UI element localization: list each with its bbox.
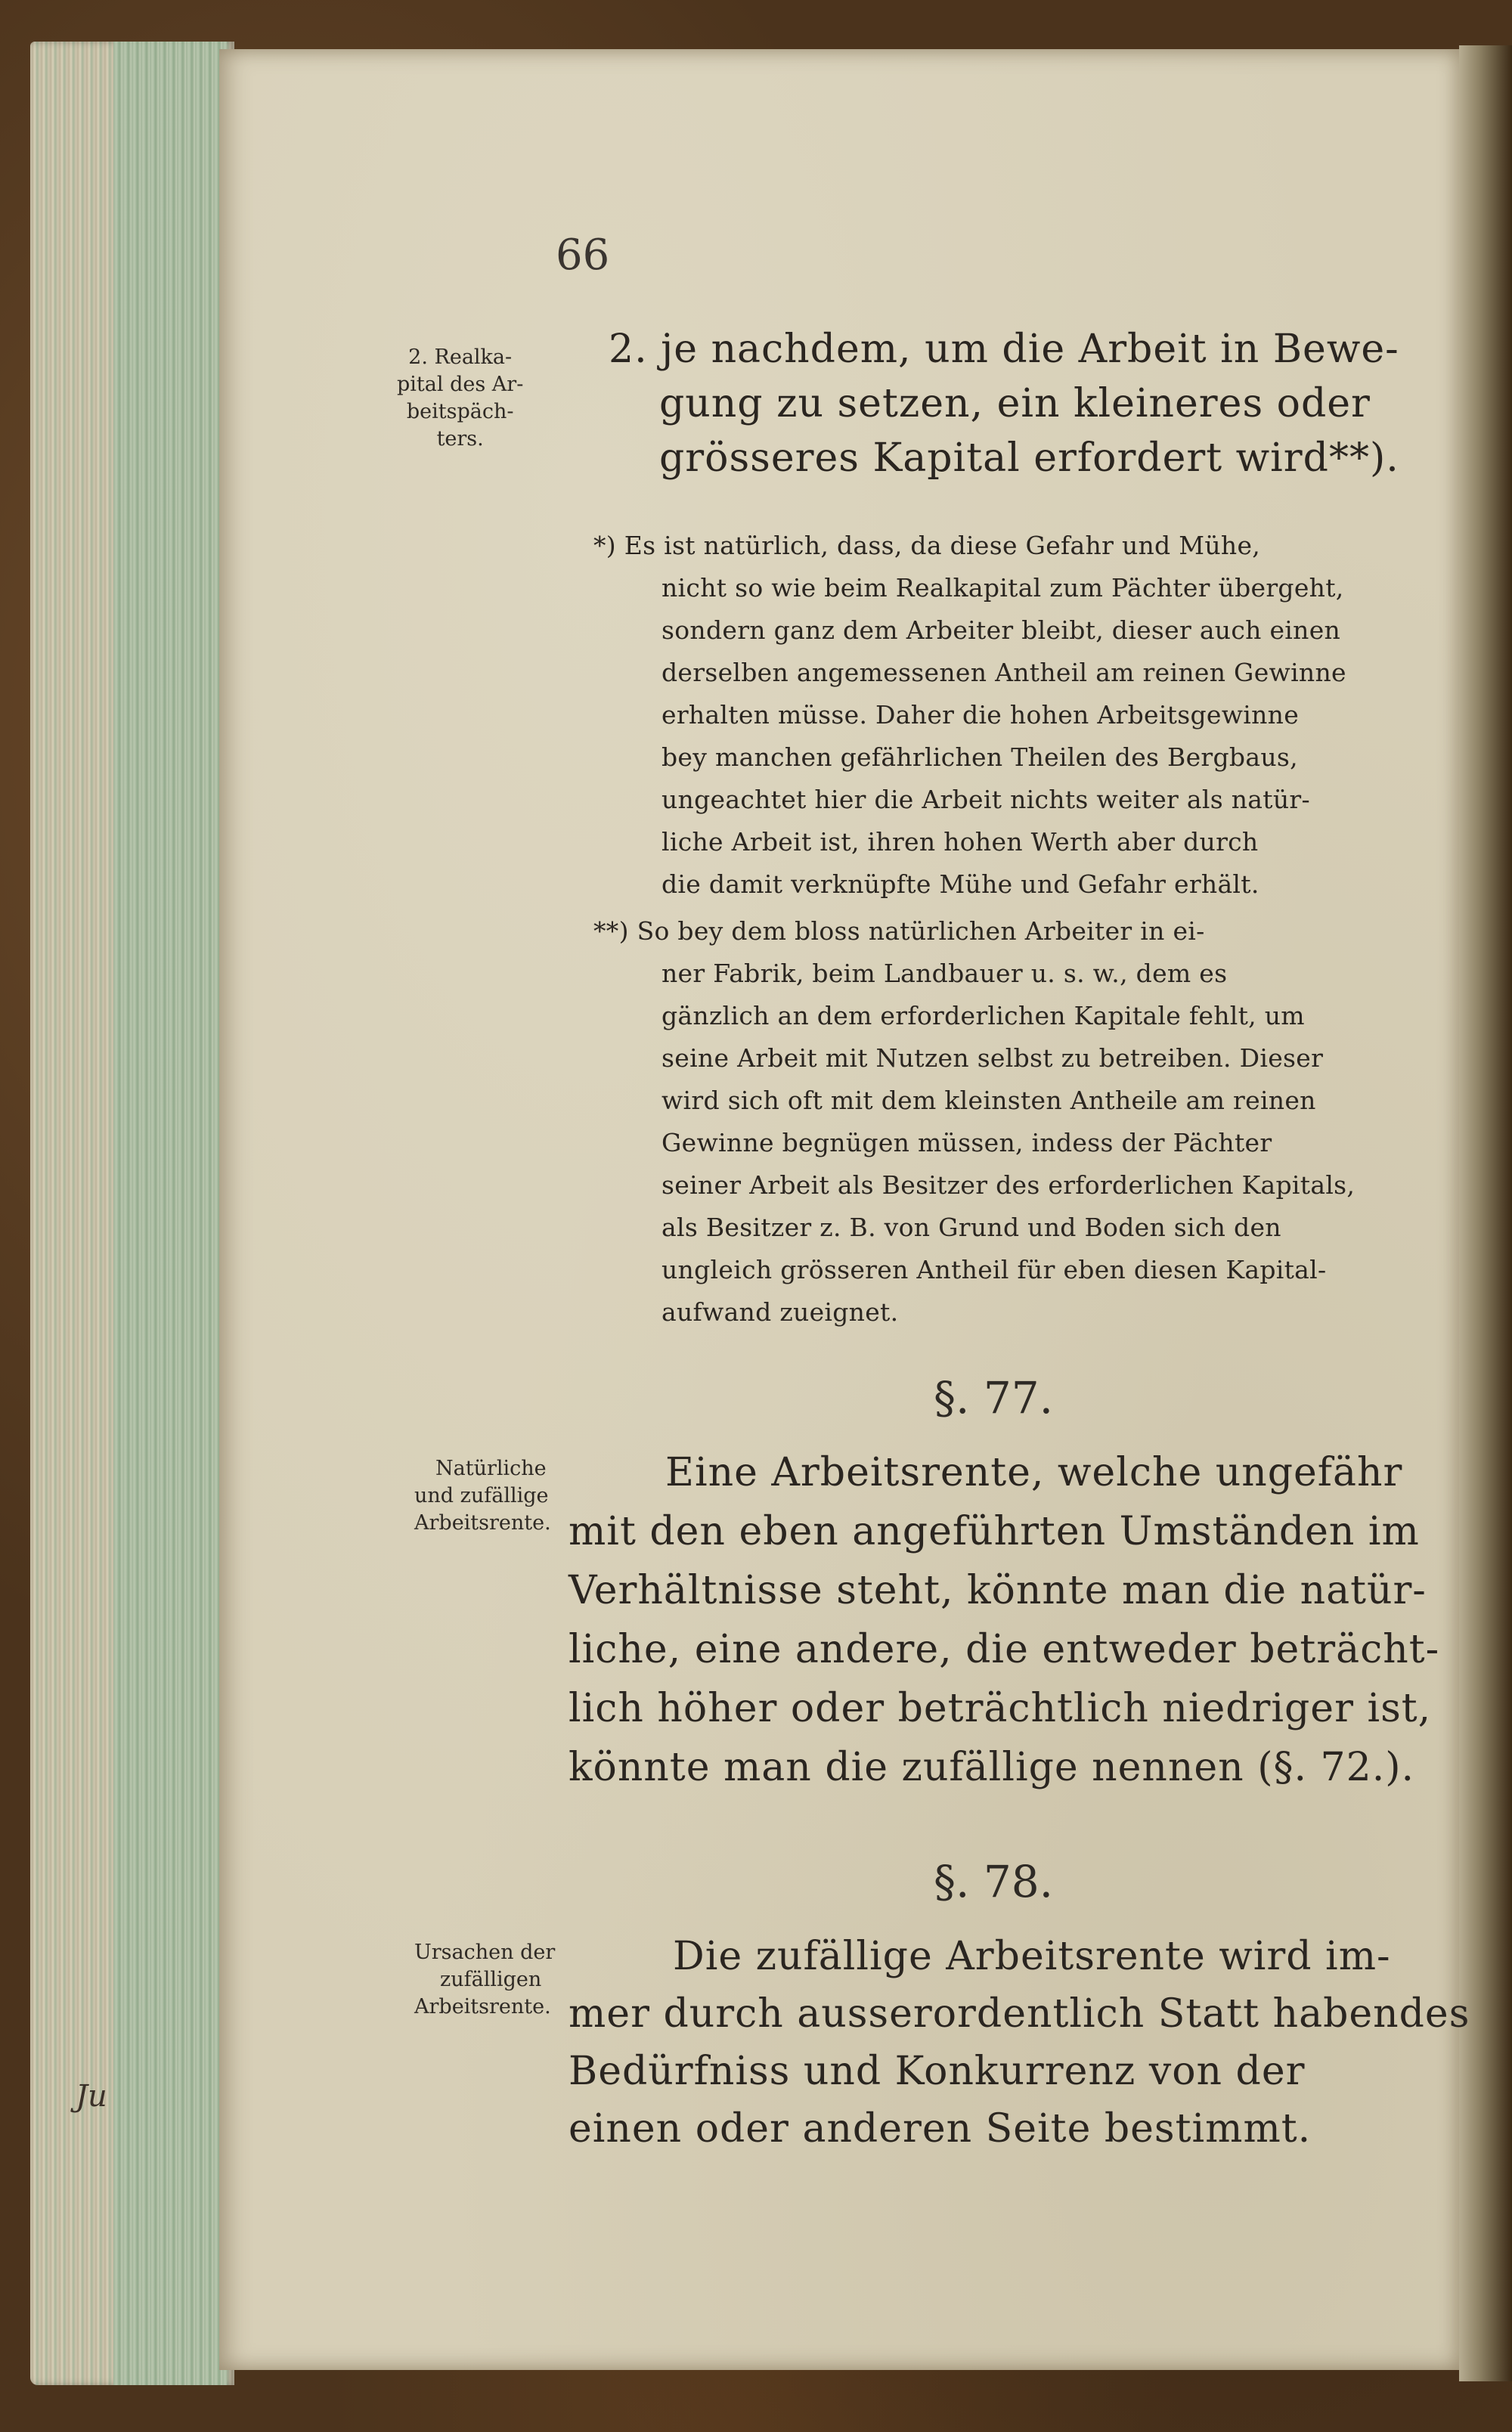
footnote-line: ungleich grösseren Antheil für eben diesen Kapital- (662, 1255, 1327, 1284)
text-line: liche, eine andere, die entweder beträcht- (569, 1627, 1440, 1672)
footnote-line: ungeachtet hier die Arbeit nichts weiter als natür- (662, 785, 1310, 814)
section-heading-78: §. 78. (934, 1856, 1054, 1907)
margin-note-line: und zufällige (414, 1484, 549, 1507)
footnote-line: Gewinne begnügen müssen, indess der Pächter (662, 1128, 1272, 1157)
footnote-line: **) So bey dem bloss natürlichen Arbeiter in ei- (593, 916, 1205, 946)
footnote-line: als Besitzer z. B. von Grund und Boden sich den (662, 1213, 1281, 1242)
margin-note-line: 2. Realka- (408, 345, 513, 369)
footnote-line: seine Arbeit mit Nutzen selbst zu betreiben. Dieser (662, 1043, 1324, 1073)
footnote-line: die damit verknüpfte Mühe und Gefahr erhält. (662, 869, 1259, 899)
footnote-line: gänzlich an dem erforderlichen Kapitale fehlt, um (662, 1001, 1305, 1030)
footnote-line: bey manchen gefährlichen Theilen des Bergbaus, (662, 742, 1298, 772)
footnote-line: sondern ganz dem Arbeiter bleibt, dieser auch einen (662, 615, 1341, 645)
footnote-line: seiner Arbeit als Besitzer des erforderlichen Kapitals, (662, 1170, 1356, 1200)
text-line: Bedürfniss und Konkurrenz von der (569, 2049, 1306, 2094)
text-line: Die zufällige Arbeitsrente wird im- (673, 1934, 1391, 1979)
text-line: mit den eben angeführten Umständen im (569, 1509, 1420, 1554)
footnote-line: erhalten müsse. Daher die hohen Arbeitsgewinne (662, 700, 1300, 730)
footnote-line: nicht so wie beim Realkapital zum Pächter übergeht, (662, 573, 1344, 603)
text-line: Verhältnisse steht, könnte man die natür- (569, 1568, 1427, 1613)
page-number: 66 (556, 231, 610, 280)
footnote-line: ner Fabrik, beim Landbauer u. s. w., dem es (662, 959, 1228, 988)
margin-note-line: beitspäch- (406, 400, 514, 423)
margin-note-natuerliche (414, 1455, 551, 1537)
margin-note-line: Arbeitsrente. (414, 1511, 551, 1535)
text-line: mer durch ausserordentlich Statt habendes (569, 1991, 1470, 2037)
margin-note-realkapital (397, 344, 523, 453)
margin-note-line: pital des Ar- (397, 373, 524, 396)
margin-note-line: Natürliche (435, 1457, 547, 1480)
footnote-line: wird sich oft mit dem kleinsten Antheile am reinen (662, 1086, 1316, 1115)
text-line: lich höher oder beträchtlich niedriger ist, (569, 1686, 1432, 1731)
margin-note-line: Arbeitsrente. (414, 1995, 551, 2018)
text-line: einen oder anderen Seite bestimmt. (569, 2106, 1312, 2152)
page-edge-green (113, 42, 227, 2385)
text-line: könnte man die zufällige nennen (§. 72.). (569, 1745, 1415, 1790)
footnote-line: aufwand zueignet. (662, 1297, 899, 1327)
footnote-line: liche Arbeit ist, ihren hohen Werth aber durch (662, 827, 1259, 857)
text-line: 2. je nachdem, um die Arbeit in Bewe- (609, 327, 1399, 372)
section-heading-77: §. 77. (934, 1372, 1054, 1424)
footnote-line: *) Es ist natürlich, dass, da diese Gefahr und Mühe, (593, 531, 1261, 560)
text-line: Eine Arbeitsrente, welche ungefähr (665, 1450, 1403, 1495)
handwritten-mark: Ju (76, 2079, 107, 2114)
margin-note-line: ters. (436, 427, 484, 451)
text-line: grösseres Kapital erfordert wird**). (659, 435, 1399, 481)
margin-note-line: Ursachen der (414, 1941, 556, 1964)
text-line: gung zu setzen, ein kleineres oder (659, 381, 1371, 426)
margin-note-line: zufälligen (440, 1968, 542, 1991)
footnote-line: derselben angemessenen Antheil am reinen Gewinne (662, 658, 1346, 687)
margin-note-ursachen (414, 1939, 555, 2021)
